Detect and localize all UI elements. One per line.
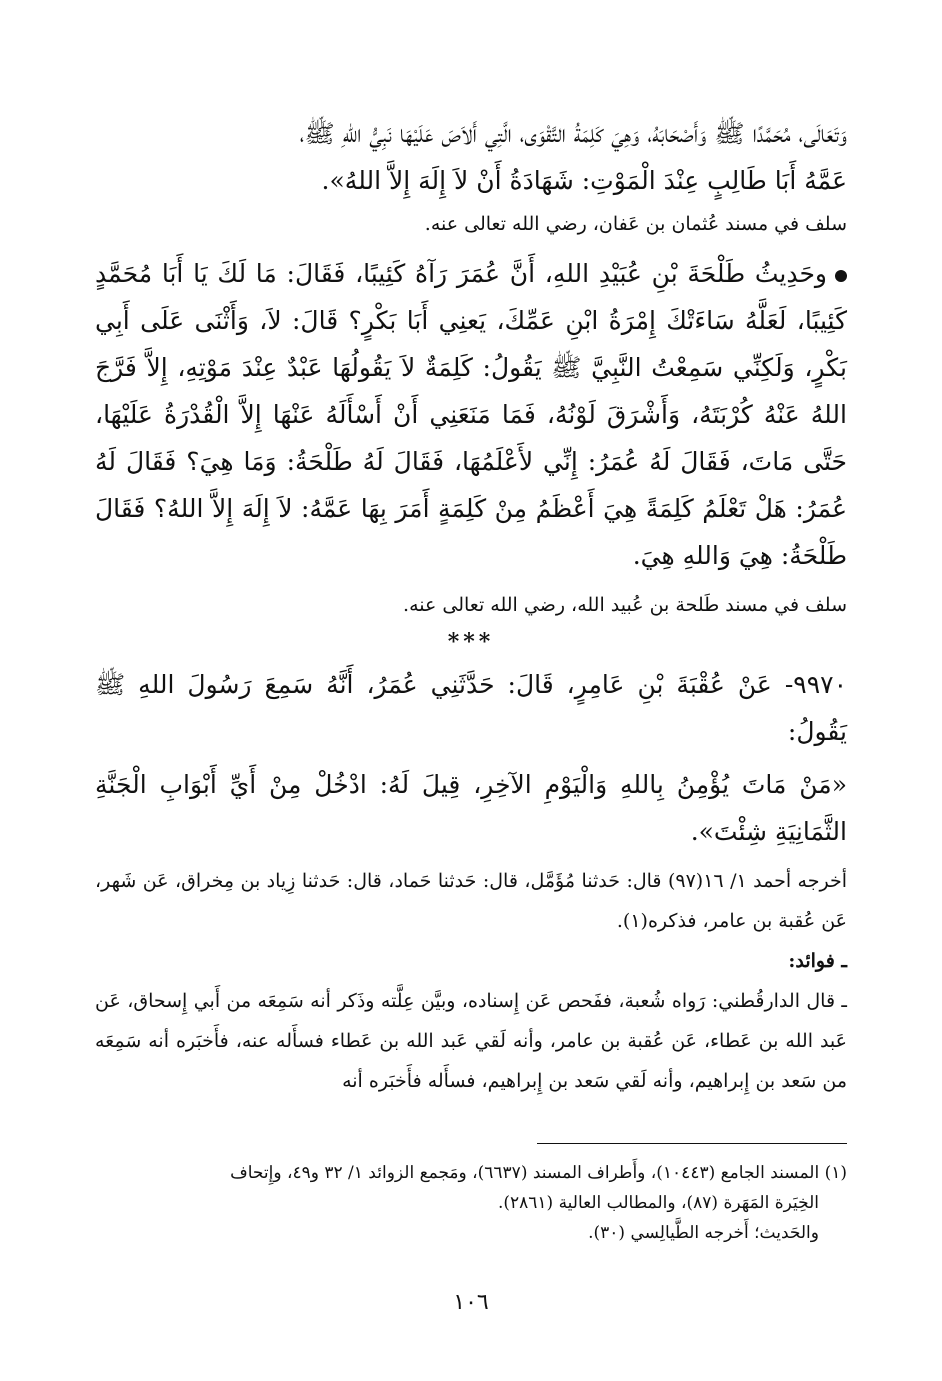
continued-hadith-line-1: وَتَعَالَى، مُحَمَّدًا ﷺ وَأَصْحَابَهُ، وَهِيَ كَلِمَةُ التَّقْوَى، الَّتِي أَلاَصَ عَلَيْهَا نَبِيُّ اللهِ ﷺ، xyxy=(299,119,847,148)
talha-hadith xyxy=(95,250,847,579)
cross-reference-note: سلف في مسند طَلحة بن عُبيد الله، رضي الله تعالى عنه. xyxy=(403,594,847,616)
benefits-text: ـ قال الدارقُطني: رَواه شُعبة، ففَحص عَن إِسناده، وبيَّن عِلَّته وذَكر أنه سَمِعَه من أَبي إِسحاق، عَن عَبد الله بن عَطاء، عَن عُقبة بن عامر، وأنه لَقي عَبد الله بن عَطاء فسأَله عنه، فأَخبَره أنه سَمِعَه من سَعد بن إِبراهيم، وأنه لَقي سَعد بن إِبراهيم، فسأَله فأَخبَره أنه xyxy=(95,990,847,1092)
talha-hadith-text: وحَدِيثُ طَلْحَةَ بْنِ عُبَيْدِ اللهِ، أَنَّ عُمَرَ رَآهُ كَئِيبًا، فَقَالَ: مَا لَكَ يَا أَبَا مُحَمَّدٍ كَئِيبًا، لَعَلَّهُ سَاءَتْكَ إِمْرَةُ ابْنِ عَمِّكَ، يَعنِي أَبَا بَكْرٍ؟ قَالَ: لاَ، وَأَثْنَى عَلَى أَبِي بَكْرٍ، وَلَكِنِّي سَمِعْتُ النَّبِيَّ ﷺ يَقُولُ: كَلِمَةٌ لاَ يَقُولُهَا عَبْدٌ عِنْدَ مَوْتِهِ، إِلاَّ فَرَّجَ اللهُ عَنْهُ كُرْبَتَهُ، وَأَشْرَقَ لَوْنُهُ، فَمَا مَنَعَنِي أَنْ أَسْأَلَهُ عَنْهَا إِلاَّ الْقُدْرَةُ عَلَيْهَا، حَتَّى مَاتَ، فَقَالَ لَهُ عُمَرُ: إِنِّي لأَعْلَمُهَا، فَقَالَ لَهُ طَلْحَةُ: وَمَا هِيَ؟ فَقَالَ لَهُ عُمَرُ: هَلْ تَعْلَمُ كَلِمَةً هِيَ أَعْظَمُ مِنْ كَلِمَةٍ أَمَرَ بِهَا عَمَّهُ: لاَ إِلَهَ إِلاَّ اللهُ؟ فَقَالَ طَلْحَةُ: هِيَ وَاللهِ هِيَ. xyxy=(95,259,847,570)
bullet-icon xyxy=(835,270,847,282)
hadith-quote: «مَنْ مَاتَ يُؤْمِنُ بِاللهِ وَالْيَوْمِ الآخِرِ، قِيلَ لَهُ: ادْخُلْ مِنْ أَيِّ أَبْوَابِ الْجَنَّةِ الثَّمَانِيَةِ شِئْتَ». xyxy=(95,770,847,846)
cross-reference-note: سلف في مسند عُثمان بن عَفان، رضي الله تعالى عنه. xyxy=(424,213,847,235)
takhrij-note: أخرجه أحمد ١/ ١٦(٩٧) قال: حَدثنا مُؤَمَّل، قال: حَدثنا حَماد، قال: حَدثنا زِياد بن مِخراق، عَن شَهر، عَن عُقبة بن عامر، فذكره(١). xyxy=(95,870,847,932)
hadith-intro: ٩٩٧٠- عَنْ عُقْبَةَ بْنِ عَامِرٍ، قَالَ: حَدَّثَنِي عُمَرُ، أَنَّهُ سَمِعَ رَسُولَ اللهِ ﷺ يَقُولُ: xyxy=(95,670,847,746)
footnote-line: والحَديث؛ أَخرجه الطَّيالِسي (٣٠). xyxy=(588,1223,819,1243)
footnote-divider xyxy=(537,1143,847,1144)
footnote-line: (١) المسند الجامع (١٠٤٤٣)، وأَطراف المسند (٦٦٣٧)، ومَجمع الزوائد ١/ ٣٢ و٤٩، وإِتحاف xyxy=(230,1163,847,1183)
footnote-line: الخِيَرة المَهَرة (٨٧)، والمطالب العالية (٢٨٦١). xyxy=(497,1193,819,1213)
page-number: ١٠٦ xyxy=(453,1290,489,1315)
continued-hadith-line-2: عَمَّهُ أَبَا طَالِبٍ عِنْدَ الْمَوْتِ: شَهَادَةُ أَنْ لاَ إِلَهَ إِلاَّ اللهُ». xyxy=(321,166,847,195)
benefits-heading: ـ فوائد: xyxy=(788,950,847,972)
footnotes xyxy=(95,1158,847,1248)
section-separator: *** xyxy=(447,629,495,655)
page-body xyxy=(95,110,847,1101)
